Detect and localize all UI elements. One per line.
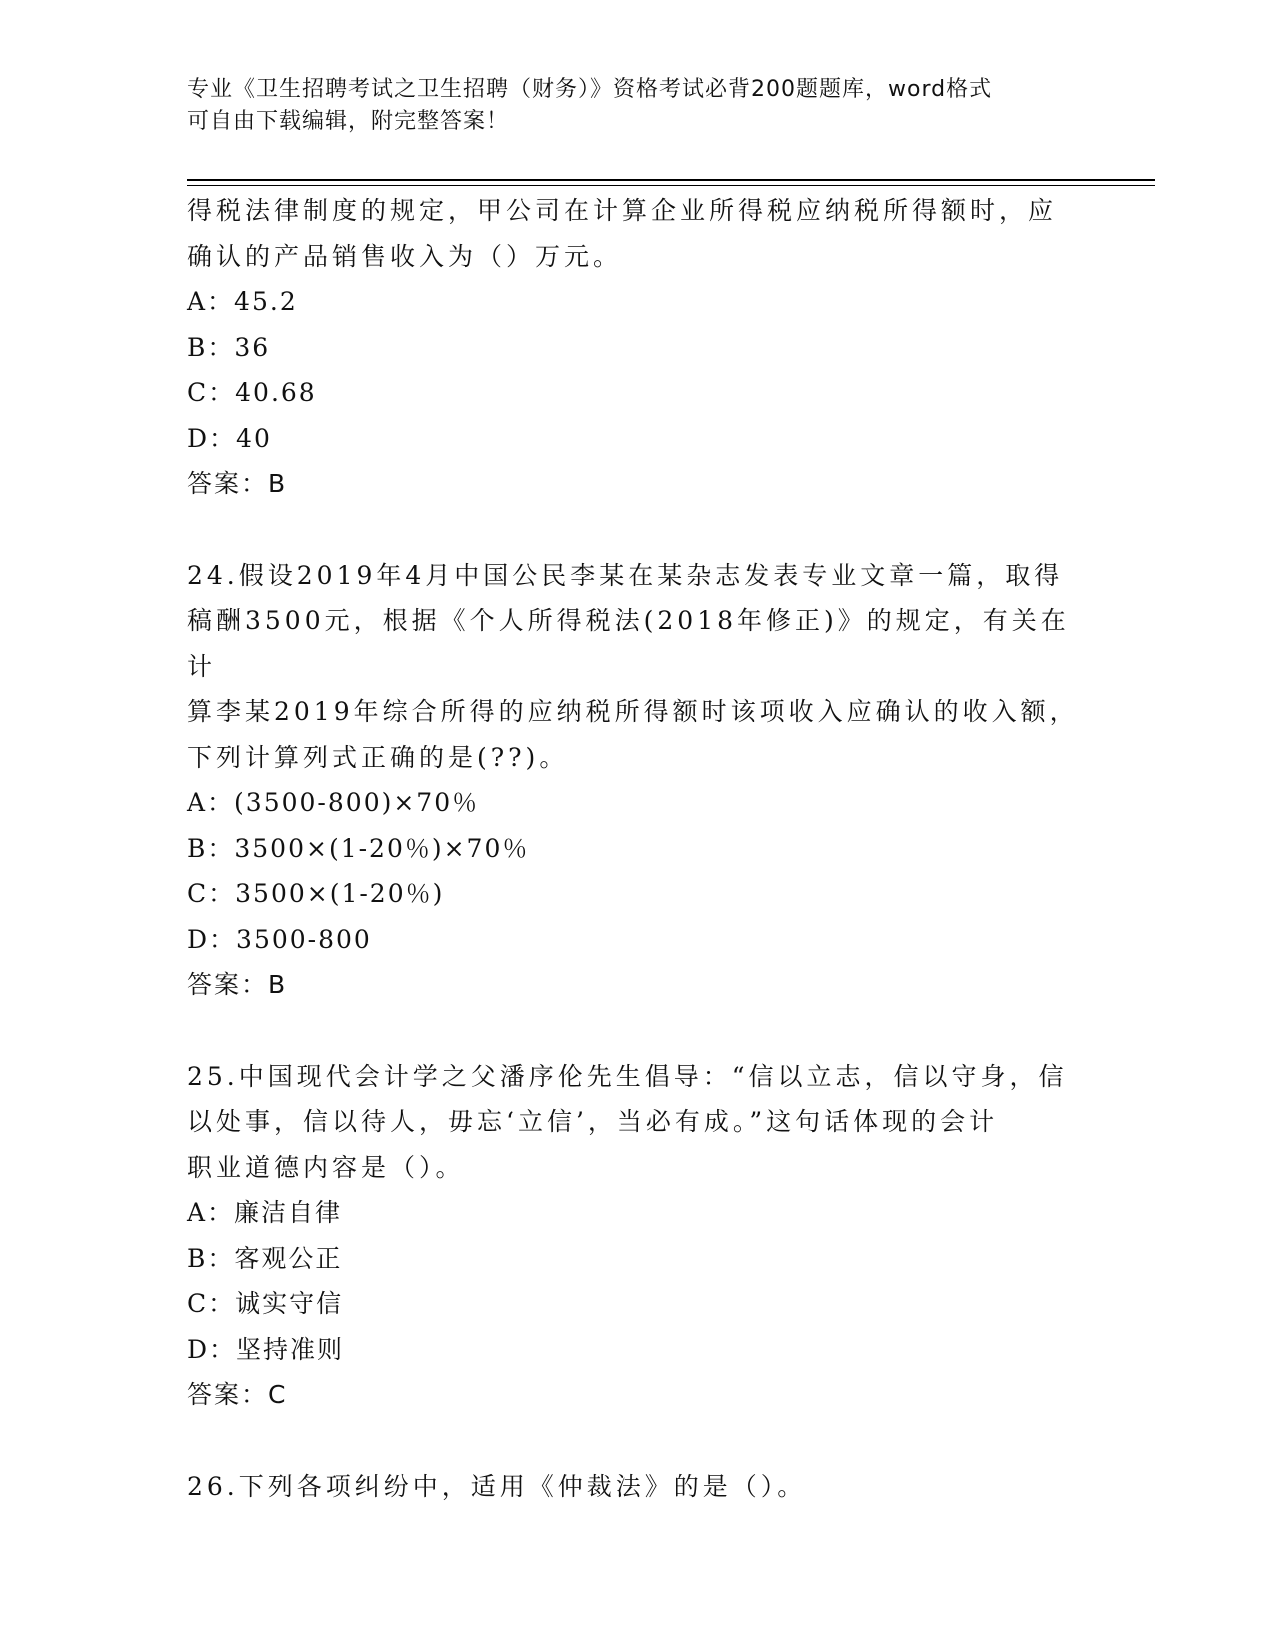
answer-label: 答案：C [187,1380,288,1409]
question-25 [187,1054,1087,1418]
header-line-1: 专业《卫生招聘考试之卫生招聘（财务）》资格考试必背200题题库，word格式 [187,77,993,102]
option-a: A：45.2 [187,287,298,316]
question-text: 算李某2019年综合所得的应纳税所得额时该项收入应确认的收入额， [187,697,1079,726]
question-list [187,188,1087,1509]
option-d: D：坚持准则 [187,1334,345,1364]
question-text: 职业道德内容是（）。 [187,1152,465,1182]
question-24 [187,553,1087,1008]
question-text: 以处事，信以待人，毋忘‘立信’，当必有成。”这句话体现的会计 [187,1107,999,1136]
document-header [187,74,1067,138]
question-text: 24.假设2019年4月中国公民李某在某杂志发表专业文章一篇，取得 [187,560,1064,590]
option-c: C：诚实守信 [187,1289,344,1318]
question-text: 稿酬3500元，根据《个人所得税法(2018年修正)》的规定，有关在计 [187,606,1070,681]
question-spacer [187,507,1087,553]
question-text: 下列计算列式正确的是(??)。 [187,742,569,772]
option-c: C：40.68 [187,378,317,407]
header-divider-thick [187,179,1155,181]
question-23 [187,188,1087,507]
answer-label: 答案：B [187,970,288,999]
option-d: D：3500-800 [187,924,372,954]
option-a: A：(3500-800)×70％ [187,788,480,817]
question-text: 得税法律制度的规定，甲公司在计算企业所得税应纳税所得额时，应 [187,196,1058,225]
question-26 [187,1464,1087,1510]
answer-label: 答案：B [187,469,288,498]
question-text: 26.下列各项纠纷中，适用《仲裁法》的是（）。 [187,1471,807,1501]
option-d: D：40 [187,423,272,453]
question-spacer [187,1008,1087,1054]
option-b: B：36 [187,332,271,362]
header-line-2: 可自由下载编辑，附完整答案！ [187,109,510,134]
option-b: B：3500×(1-20％)×70％ [187,833,530,863]
question-text: 确认的产品销售收入为（）万元。 [187,241,623,271]
option-c: C：3500×(1-20％) [187,879,445,908]
option-b: B：客观公正 [187,1243,343,1273]
question-text: 25.中国现代会计学之父潘序伦先生倡导：“信以立志，信以守身，信 [187,1061,1068,1091]
header-divider-thin [187,185,1155,186]
question-spacer [187,1418,1087,1464]
option-a: A：廉洁自律 [187,1198,343,1227]
